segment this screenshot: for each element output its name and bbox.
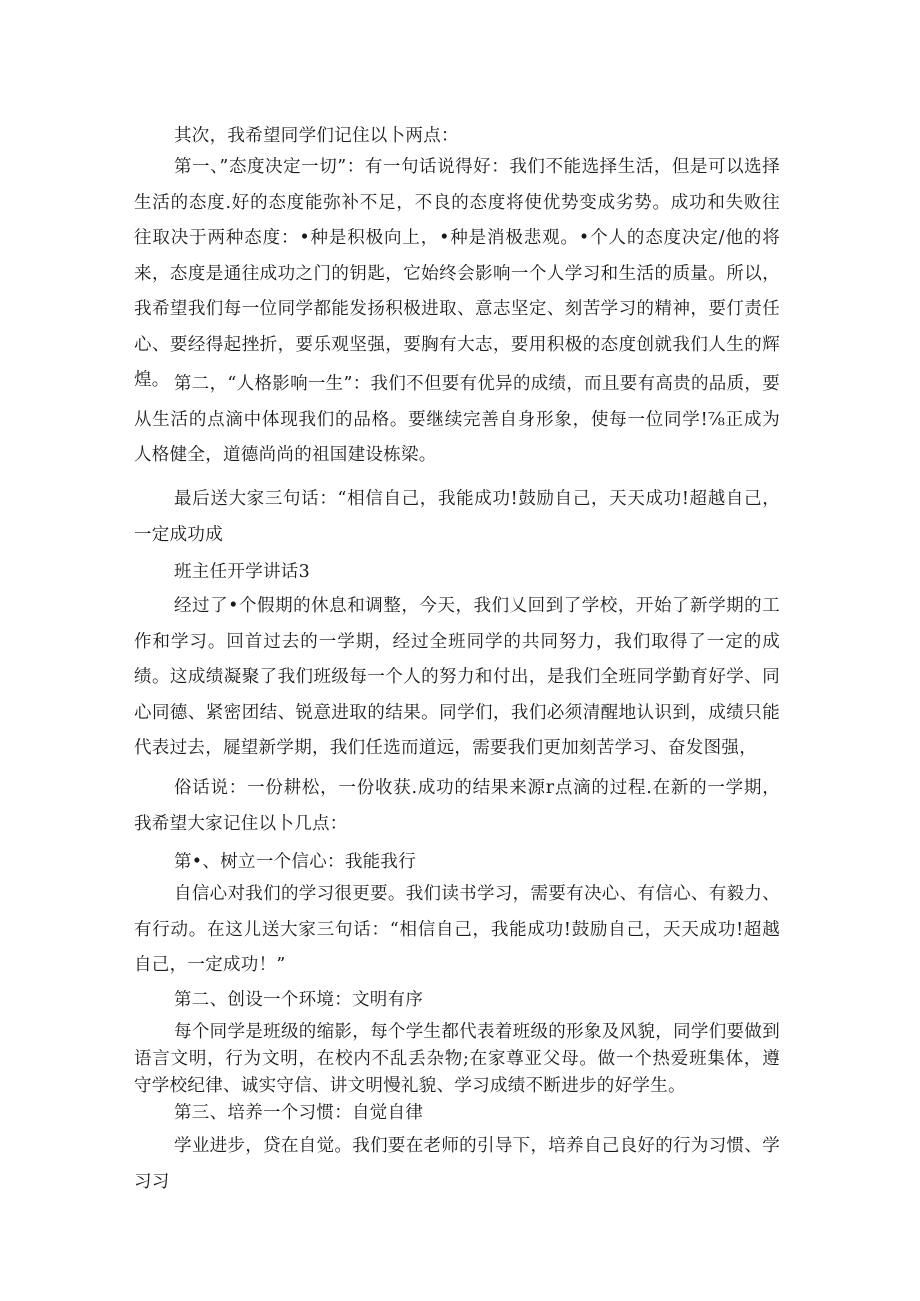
paragraph-environment: 每个同学是班级的缩影，每个学生都代表着班级的形象及风貌，同学们要做到语言文明，行为文明，在校内不乱丢杂物;在家尊亚父母。做一个热爱班集体，遵守学校纪律、诚实守信、讲文明慢礼貌、学习成绩不断进步的好学生。 xyxy=(134,1022,780,1096)
paragraph-intro: 其次，我希望同学们记住以卜两点： xyxy=(174,126,459,146)
paragraph-closing-words: 最后送大家三句话：“相信自己，我能成功!鼓励自己，天天成功!超越自己，一定成功成 xyxy=(134,489,780,545)
subheading-confidence: 第•、树立一个信心：我能我行 xyxy=(174,852,417,872)
paragraph-point-one-attitude: 第一、”态度决定一切”：有一句话说得好：我们不能选择生活，但是可以选择生活的态度.好的态度能弥补不足，不良的态度将使优势变成劣势。成功和失败往往取决于两种态度：•种是积极向上，•种是消极悲观。•个人的态度决定/他的将来，态度是通往成功之门的钥匙，它始终会影响一个人学习和生活的质量。所以，我希望我们每一位同学都能发扬积极进取、意志坚定、刻苦学习的精神，要仃责任心、要经得起挫折，要乐观坚强，要胸有大志，要用积极的态度创就我们人生的辉煌。 xyxy=(134,157,780,390)
section-title-speech-3: 班主任开学讲话3 xyxy=(174,562,311,582)
paragraph-confidence: 自信心对我们的学习很更要。我们读书学习，需要有决心、有信心、有毅力、有行动。在这儿送大家三句话：“相信自己，我能成功!鼓励自己，天天成功!超越自己，一定成功！” xyxy=(134,884,780,975)
subheading-habit: 第三、培养一个习惯：自觉自律 xyxy=(174,1103,424,1123)
paragraph-review-semester: 经过了•个假期的休息和调整，今天，我们乂回到了学校，开始了新学期的工作和学习。回首过去的一学期，经过全班同学的共同努力，我们取得了一定的成绩。这成绩凝聚了我们班级每一个人的努力和付出，是我们全班同学勤育好学、同心同德、紧密团结、锐意进取的结果。同学们，我们必须清醒地认识到，成绩只能代表过去，屣望新学期，我们任选而道远，需要我们更加刻苦学习、奋发图强， xyxy=(134,596,780,758)
paragraph-proverb: 俗话说：一份耕松，一份收获.成功的结果来源r点滴的过程.在新的一学期，我希望大家记住以卜几点： xyxy=(134,778,780,834)
paragraph-point-two-character: 第二，“人格影响一生”：我们不但要有优异的成绩，而且要有高贵的品质，要从生活的点滴中体现我们的品格。要继续完善自身形象，使每一位同学!⅞正成为人格健全，道德尚尚的祖国建设栋梁。 xyxy=(134,374,780,465)
subheading-environment: 第二、创设一个环境：文明有序 xyxy=(174,990,424,1010)
paragraph-habit: 学业进步，贷在自觉。我们要在老师的引导下，培养自己良好的行为习惯、学习习 xyxy=(134,1136,780,1192)
